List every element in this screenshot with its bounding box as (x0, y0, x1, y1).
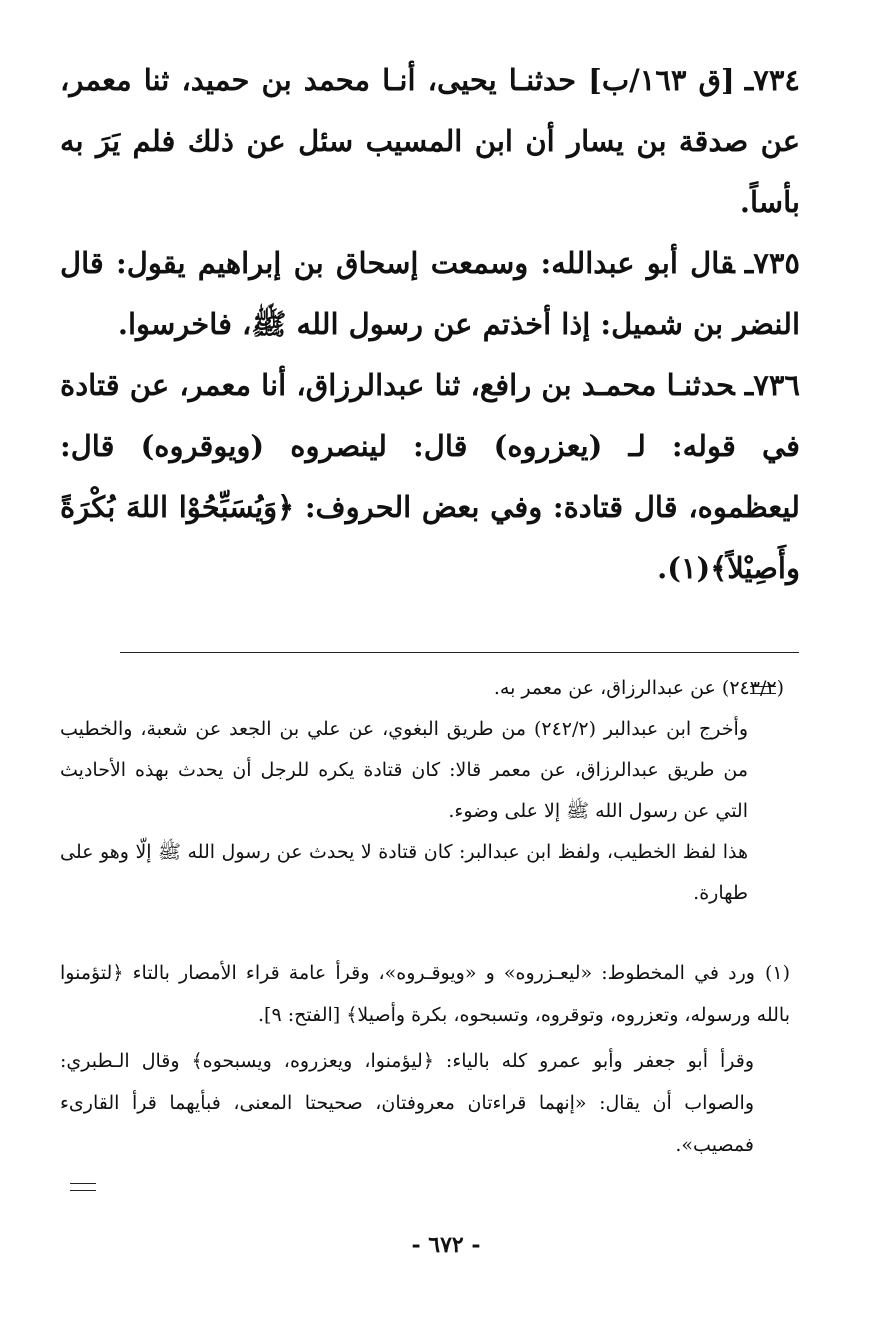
footnote-1 (60, 952, 790, 1166)
footnote-separator (120, 652, 799, 653)
footnote-paragraph (60, 952, 790, 1036)
footnote-paragraph: هذا لفظ الخطيب، ولفظ ابن عبدالبر: كان قتادة لا يحدث عن رسول الله ﷺ إلّا وهو على طهارة. (60, 841, 748, 904)
entry-text: قال أبو عبدالله: وسمعت إسحاق بن إبراهيم يقول: قال النضر بن شميل: إذا أخذتم عن رسول الله ﷺ، فاخرسوا. (60, 246, 800, 341)
footnote-line: (٢٤٣/٢) عن عبدالرزاق، عن معمر به. (493, 677, 784, 699)
footnote-paragraph: وقرأ أبو جعفر وأبو عمرو كله بالياء: ﴿ليؤمنوا، ويعزروه، ويسبحوه﴾ وقال الـطبري: والصواب أن يقال: «إنهما قراءتان معروفتان، صحيحتا المعنى، فبأيهما قرأ القارىء فمصيب». (60, 1050, 754, 1156)
footnote-continued (60, 668, 784, 914)
footnote-marker: (١) (764, 962, 790, 984)
footnote-paragraph: وأخرج ابن عبدالبر (٢٤٢/٢) من طريق البغوي، عن علي بن الجعد عن شعبة، والخطيب من طريق عبدالرزاق، عن معمر قالا: كان قتادة يكره للرجل أن يحدث بهذه الأحاديث التي عن رسول الله ﷺ إلا على وضوء. (60, 718, 748, 822)
entry-text: [ق ١٦٣/ب] حدثنـا يحيى، أنـا محمد بن حميد، ثنا معمر، عن صدقة بن يسار أن ابن المسيب سئل عن ذلك فلم يَرَ به بأساً. (60, 63, 800, 219)
footnote-text: ورد في المخطوط: «ليعـزروه» و «ويوقـروه»، وقرأ عامة قراء الأمصار بالتاء ﴿لتؤمنوا بالله ورسوله، وتعزروه، وتوقروه، وتسبحوه، بكرة وأصيلا﴾ [الفتح: ٩]. (60, 962, 790, 1026)
continuation-mark (70, 1183, 96, 1191)
entry-734 (60, 50, 800, 233)
main-text (60, 50, 800, 599)
entry-number: ٧٣٦ـ (744, 368, 800, 402)
entry-number: ٧٣٤ـ (744, 63, 800, 97)
entry-735 (60, 233, 800, 355)
entry-number: ٧٣٥ـ (744, 246, 800, 280)
entry-text: حدثنـا محمـد بن رافع، ثنا عبدالرزاق، أنا معمر، عن قتادة في قوله: لـ (يعزروه) قال: لينصروه (ويوقروه) قال: ليعظموه، قال قتادة: وفي بعض الحروف: ﴿وَيُسَبِّحُوْا اللهَ بُكْرَةً وأَصِيْلاً﴾(١). (60, 368, 800, 585)
entry-736 (60, 355, 800, 599)
page-number: - ٦٧٢ - (411, 1232, 481, 1258)
